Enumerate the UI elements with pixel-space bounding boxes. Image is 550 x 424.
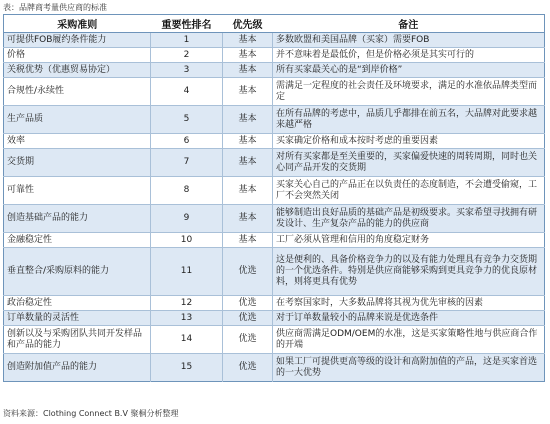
rank-cell: 5 [151,106,223,134]
rank-cell: 2 [151,48,223,63]
header-priority: 优先级 [223,15,273,33]
table-row [4,63,545,78]
rank-cell: 1 [151,33,223,48]
header-note: 备注 [273,15,545,33]
table-row [4,233,545,248]
table-caption: 表：品牌商考量供应商的标准 [3,3,107,12]
rank-cell: 6 [151,134,223,149]
note-cell: 在所有品牌的考虑中，品质几乎都排在前五名，大品牌对此要求越来越严格 [273,106,545,134]
table-row [4,134,545,149]
header-rank: 重要性排名 [151,15,223,33]
rank-cell: 3 [151,63,223,78]
priority-cell: 基本 [223,205,273,233]
note-cell: 并不意味着是最低价，但是价格必须是其实可行的 [273,48,545,63]
note-cell: 多数欧盟和美国品牌（买家）需要FOB [273,33,545,48]
criterion-cell: 金融稳定性 [4,233,151,248]
priority-cell: 优选 [223,311,273,326]
note-cell: 买家关心自己的产品正在以负责任的态度制造，不会遭受偷窥，工厂不会突然关闭 [273,177,545,205]
criterion-cell: 合规性/永续性 [4,78,151,106]
note-cell: 在考察国家时，大多数品牌将其视为优先审核的因素 [273,296,545,311]
note-cell: 能够制造出良好品质的基础产品是初级要求。买家希望寻找拥有研发设计、生产复杂产品的能力的供应商 [273,205,545,233]
priority-cell: 优选 [223,296,273,311]
rank-cell: 10 [151,233,223,248]
rank-cell: 9 [151,205,223,233]
criterion-cell: 可提供FOB履约条件能力 [4,33,151,48]
criterion-cell: 可靠性 [4,177,151,205]
source-note: 资料来源：Clothing Connect B.V 聚桐分析整理 [3,409,179,418]
rank-cell: 12 [151,296,223,311]
table-row [4,326,545,354]
table-row [4,248,545,296]
criterion-cell: 关税优势（优惠贸易协定） [4,63,151,78]
note-cell: 如果工厂可提供更高等级的设计和高附加值的产品，这是买家首选的一大优势 [273,354,545,382]
rank-cell: 4 [151,78,223,106]
rank-cell: 8 [151,177,223,205]
note-cell: 工厂必须从管理和信用的角度稳定财务 [273,233,545,248]
note-cell: 所有买家最关心的是“到岸价格” [273,63,545,78]
criterion-cell: 订单数量的灵活性 [4,311,151,326]
priority-cell: 基本 [223,48,273,63]
priority-cell: 基本 [223,106,273,134]
table-row [4,296,545,311]
header-criterion: 采购准则 [4,15,151,33]
criterion-cell: 价格 [4,48,151,63]
criterion-cell: 创新以及与采购团队共同开发样品和产品的能力 [4,326,151,354]
table-row [4,177,545,205]
table-row [4,311,545,326]
note-cell: 这是便利的、具备价格竞争力的以及有能力处理具有竞争力交货期的一个优选条件。特别是供应商能够采购到更具竞争力的优良原材料，则将更具有优势 [273,248,545,296]
rank-cell: 7 [151,149,223,177]
priority-cell: 基本 [223,63,273,78]
priority-cell: 优选 [223,326,273,354]
priority-cell: 基本 [223,33,273,48]
note-cell: 对于订单数量较小的品牌来说是优选条件 [273,311,545,326]
table-row [4,149,545,177]
table-row [4,205,545,233]
priority-cell: 基本 [223,149,273,177]
table-row [4,106,545,134]
criterion-cell: 效率 [4,134,151,149]
table-row [4,354,545,382]
criterion-cell: 交货期 [4,149,151,177]
table-row [4,78,545,106]
criterion-cell: 创造附加值产品的能力 [4,354,151,382]
criterion-cell: 政治稳定性 [4,296,151,311]
note-cell: 需满足一定程度的社会责任及环境要求，满足的水准依品牌类型而定 [273,78,545,106]
table-row [4,48,545,63]
criterion-cell: 垂直整合/采购原料的能力 [4,248,151,296]
priority-cell: 基本 [223,134,273,149]
note-cell: 对所有买家都是至关重要的，买家偏爱快速的周转周期，同时也关心同产品开发的交货期 [273,149,545,177]
priority-cell: 基本 [223,177,273,205]
priority-cell: 基本 [223,233,273,248]
rank-cell: 11 [151,248,223,296]
note-cell: 买家确定价格和成本按时考虑的重要因素 [273,134,545,149]
header-row [4,15,545,33]
criterion-cell: 创造基础产品的能力 [4,205,151,233]
rank-cell: 13 [151,311,223,326]
priority-cell: 基本 [223,78,273,106]
rank-cell: 14 [151,326,223,354]
note-cell: 供应商需满足ODM/OEM的水准，这是买家策略性地与供应商合作的开端 [273,326,545,354]
rank-cell: 15 [151,354,223,382]
priority-cell: 优选 [223,248,273,296]
criterion-cell: 生产品质 [4,106,151,134]
priority-cell: 优选 [223,354,273,382]
supplier-criteria-table [3,14,545,382]
table-row [4,33,545,48]
